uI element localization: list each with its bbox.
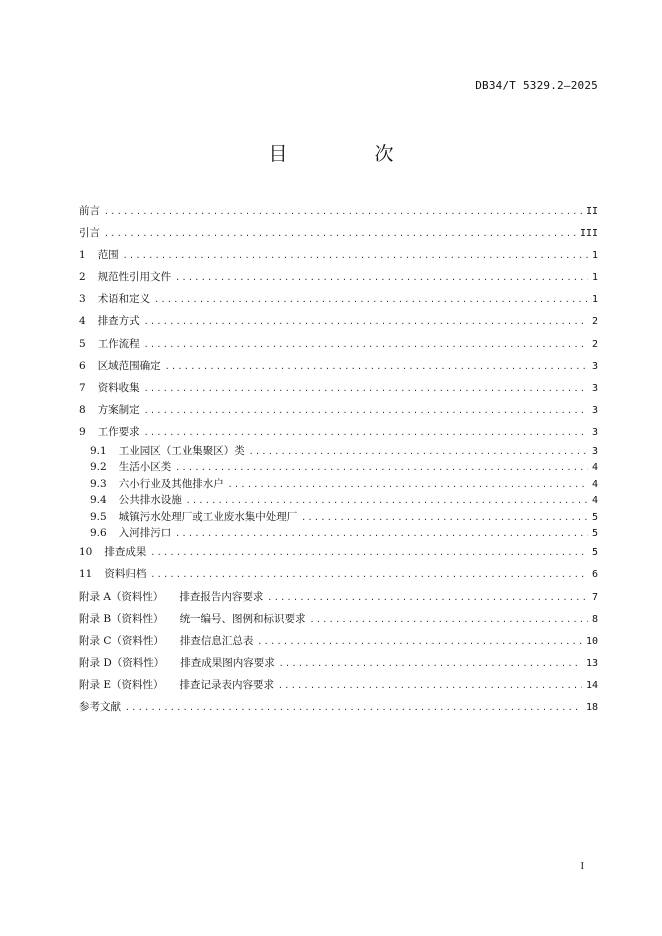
toc-entry-label: 前言 (79, 205, 100, 217)
toc-entry-label (79, 333, 140, 355)
toc-entry-label (79, 608, 306, 630)
toc-leader-dots (310, 609, 588, 631)
toc-leader-dots (279, 653, 582, 675)
toc-entry-text: 工作要求 (97, 425, 140, 438)
toc-page-number: 10 (585, 635, 598, 647)
toc-entry-references[interactable] (79, 696, 598, 718)
toc-entry-label (79, 421, 140, 443)
toc-entry-number: 9.3 (90, 477, 107, 490)
toc-entry-label (79, 288, 150, 310)
toc-entry-label (79, 355, 161, 377)
toc-leader-dots (175, 267, 588, 289)
toc-leader-dots (267, 587, 588, 609)
toc-entry-section-9-5[interactable] (79, 509, 598, 525)
toc-entry-appendix-a[interactable] (79, 586, 598, 608)
toc-entry-text: 城镇污水处理厂或工业废水集中处理厂 (118, 510, 298, 523)
toc-page-number: 3 (591, 446, 598, 458)
toc-entry-label (90, 509, 297, 525)
toc-entry-number: 4 (79, 315, 86, 328)
toc-leader-dots (154, 289, 588, 311)
toc-page-number: 4 (591, 478, 598, 490)
toc-entry-text: 范围 (97, 249, 119, 262)
toc-entry-section-9-3[interactable] (79, 476, 598, 492)
toc-entry-section-3[interactable] (79, 288, 598, 310)
standard-code: DB34/T 5329.2—2025 (475, 79, 598, 92)
toc-entry-label (79, 586, 263, 608)
toc-entry-text: 排查记录表内容要求 (179, 678, 275, 691)
toc-entry-section-2[interactable] (79, 266, 598, 288)
toc-leader-dots (150, 542, 588, 564)
toc-entry-label (79, 377, 140, 399)
toc-page-number: 5 (591, 527, 598, 539)
toc-entry-text: 术语和定义 (97, 293, 151, 306)
toc-leader-dots (278, 675, 582, 697)
toc-entry-number: 附录 B（资料性） (79, 612, 164, 625)
toc-entry-label (90, 459, 171, 475)
toc-entry-number: 9 (79, 425, 86, 438)
toc-entry-number: 7 (79, 381, 86, 394)
toc-page-number: 3 (591, 382, 598, 394)
toc-leader-dots (144, 400, 588, 422)
toc-page-number: 4 (591, 462, 598, 474)
toc-leader-dots (228, 477, 588, 493)
toc-page-number: 1 (591, 272, 598, 284)
toc-entry-section-1[interactable] (79, 244, 598, 266)
toc-page-number: 13 (585, 657, 598, 669)
toc-page-number: 3 (591, 360, 598, 372)
toc-entry-number: 附录 D（资料性） (79, 656, 165, 669)
toc-page-number: 5 (591, 511, 598, 523)
toc-entry-text: 资料收集 (97, 381, 140, 394)
toc-entry-number: 1 (79, 249, 86, 262)
toc-entry-number: 5 (79, 337, 86, 350)
toc-entry-number: 3 (79, 293, 86, 306)
toc-entry-label (90, 476, 224, 492)
toc-page-number: 6 (591, 569, 598, 581)
toc-leader-dots (150, 564, 588, 586)
toc-entry-label (90, 492, 182, 508)
toc-page-number: 7 (591, 591, 598, 603)
toc-leader-dots (165, 356, 588, 378)
toc-entry-text: 规范性引用文件 (97, 271, 172, 284)
toc-entry-number: 附录 A（资料性） (79, 590, 164, 603)
toc-page-number: 4 (591, 495, 598, 507)
toc-entry-label (79, 541, 146, 563)
toc-entry-label (79, 244, 119, 266)
toc-title: 目 次 (268, 143, 428, 165)
toc-entry-text: 方案制定 (97, 403, 140, 416)
toc-entry-text: 入河排污口 (118, 526, 172, 539)
toc-entry-number: 9.2 (90, 461, 107, 474)
toc-entry-number: 11 (79, 568, 93, 581)
toc-entry-appendix-e[interactable] (79, 674, 598, 696)
toc-entry-label (90, 443, 245, 459)
toc-entry-label (79, 674, 274, 696)
toc-entry-label (79, 630, 253, 652)
toc-page-number: 1 (591, 250, 598, 262)
toc-entry-section-7[interactable] (79, 377, 598, 399)
toc-entry-number: 9.5 (90, 510, 107, 523)
toc-entry-text: 区域范围确定 (97, 359, 161, 372)
toc-entry-text: 统一编号、图例和标识要求 (179, 612, 306, 625)
toc-entry-label: 引言 (79, 227, 100, 240)
toc-entry-section-9-4[interactable] (79, 492, 598, 508)
toc-entry-label (79, 652, 275, 674)
toc-leader-dots (301, 510, 588, 526)
toc-leader-dots (104, 201, 582, 223)
table-of-contents (79, 200, 598, 718)
toc-entry-section-9-2[interactable] (79, 459, 598, 475)
footer-page-number: I (580, 861, 584, 872)
toc-page-number: 8 (591, 613, 598, 625)
toc-page-number: 3 (591, 426, 598, 438)
toc-entry-section-9-1[interactable] (79, 443, 598, 459)
toc-entry-text: 排查报告内容要求 (179, 590, 264, 603)
toc-entry-number: 9.1 (90, 445, 107, 458)
toc-leader-dots (123, 245, 588, 267)
toc-page-number: 3 (591, 404, 598, 416)
toc-entry-text: 资料归档 (104, 568, 147, 581)
toc-entry-number: 附录 C（资料性） (79, 634, 164, 647)
toc-entry-text: 工业园区（工业集聚区）类 (118, 445, 245, 458)
toc-entry-label (79, 310, 140, 332)
toc-entry-label (79, 399, 140, 421)
toc-page-number: 2 (591, 338, 598, 350)
toc-leader-dots (125, 697, 582, 719)
toc-entry-text: 排查信息汇总表 (179, 634, 254, 647)
toc-entry-section-4[interactable] (79, 310, 598, 332)
toc-entry-number: 2 (79, 271, 86, 284)
toc-entry-number: 9.4 (90, 494, 107, 507)
toc-entry-text: 排查成果图内容要求 (180, 656, 275, 669)
toc-entry-number: 10 (79, 546, 93, 559)
toc-page-number: III (579, 228, 598, 240)
toc-entry-text: 排查成果 (104, 546, 147, 559)
toc-page-number: 14 (585, 679, 598, 691)
toc-entry-section-5[interactable] (79, 333, 598, 355)
toc-entry-label (79, 563, 146, 585)
toc-entry-section-11[interactable] (79, 563, 598, 585)
toc-entry-section-9-6[interactable] (79, 525, 598, 541)
toc-leader-dots (144, 378, 588, 400)
toc-entry-text: 生活小区类 (118, 461, 172, 474)
toc-entry-text: 排查方式 (97, 315, 140, 328)
toc-leader-dots (175, 526, 588, 542)
toc-entry-label: 参考文献 (79, 701, 121, 714)
toc-entry-section-9[interactable] (79, 421, 598, 443)
toc-page-number: 18 (585, 702, 598, 714)
toc-leader-dots (249, 444, 588, 460)
toc-leader-dots (144, 311, 588, 333)
toc-entry-label (90, 525, 171, 541)
toc-entry-number: 附录 E（资料性） (79, 678, 164, 691)
toc-leader-dots (257, 631, 582, 653)
toc-page-number: 5 (591, 547, 598, 559)
toc-entry-number: 6 (79, 359, 86, 372)
toc-leader-dots (144, 422, 588, 444)
toc-page-number: 2 (591, 316, 598, 328)
toc-entry-section-8[interactable] (79, 399, 598, 421)
toc-entry-number: 8 (79, 403, 86, 416)
toc-entry-section-10[interactable] (79, 541, 598, 563)
toc-entry-text: 公共排水设施 (118, 494, 182, 507)
toc-entry-appendix-b[interactable] (79, 608, 598, 630)
toc-entry-foreword[interactable] (79, 200, 598, 222)
toc-entry-text: 工作流程 (97, 337, 140, 350)
toc-leader-dots (186, 493, 588, 509)
toc-entry-text: 六小行业及其他排水户 (118, 477, 224, 490)
toc-leader-dots (104, 223, 576, 245)
toc-leader-dots (144, 334, 588, 356)
toc-entry-appendix-c[interactable] (79, 630, 598, 652)
toc-page-number: II (585, 206, 598, 217)
toc-entry-introduction[interactable] (79, 222, 598, 244)
toc-entry-appendix-d[interactable] (79, 652, 598, 674)
toc-leader-dots (175, 460, 588, 476)
toc-entry-section-6[interactable] (79, 355, 598, 377)
toc-page-number: 1 (591, 294, 598, 306)
toc-entry-number: 9.6 (90, 526, 107, 539)
toc-entry-label (79, 266, 171, 288)
